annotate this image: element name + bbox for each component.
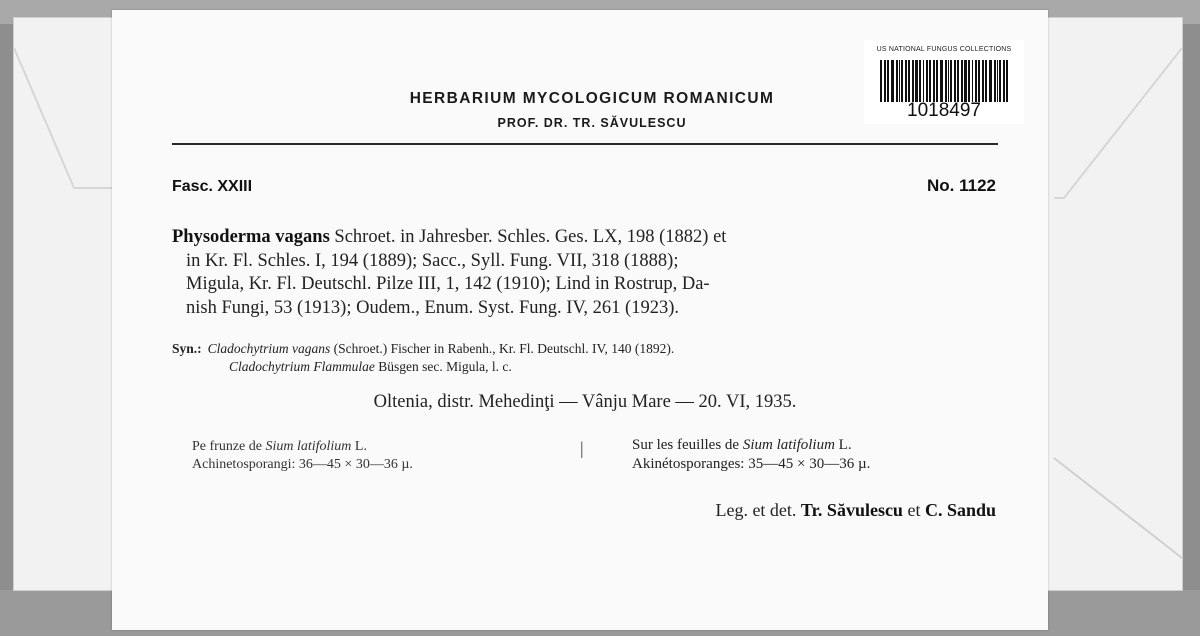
barcode-bar bbox=[982, 60, 984, 102]
barcode-bar bbox=[923, 60, 924, 102]
herbarium-title: HERBARIUM MYCOLOGICUM ROMANICUM bbox=[409, 90, 775, 107]
column-divider: | bbox=[580, 438, 584, 458]
title-rule bbox=[172, 143, 998, 145]
collector-name-2: C. Sandu bbox=[924, 500, 996, 520]
synonyms-block bbox=[172, 340, 998, 376]
barcode-caption: US NATIONAL FUNGUS COLLECTIONS bbox=[876, 46, 1012, 53]
barcode-bar bbox=[940, 60, 943, 102]
herbarium-subtitle: PROF. DR. TR. SĂVULESCU bbox=[497, 116, 687, 130]
citation-line-4: nish Fungi, 53 (1913); Oudem., Enum. Syst. Fung. IV, 261 (1923). bbox=[186, 297, 680, 318]
barcode-bar bbox=[950, 60, 952, 102]
citation-line-3: Migula, Kr. Fl. Deutschl. Pilze III, 1, 142 (1910); Lind in Rostrup, Da- bbox=[186, 274, 710, 294]
barcode-bar bbox=[954, 60, 956, 102]
synonym-1-text: (Schroet.) Fischer in Rabenh., Kr. Fl. Deutschl. IV, 140 (1892). bbox=[330, 341, 675, 356]
french-description bbox=[632, 436, 994, 474]
barcode-bar bbox=[912, 60, 914, 102]
romanian-spores-line: Achinetosporangi: 36—45 × 30—36 µ. bbox=[192, 457, 413, 472]
barcode-bar bbox=[915, 60, 918, 102]
barcode-bar bbox=[999, 60, 1001, 102]
species-name: Physoderma vagans bbox=[172, 227, 330, 247]
citation-line-1-text: Schroet. in Jahresber. Schles. Ges. LX, 198 (1882) et bbox=[329, 227, 727, 247]
romanian-description bbox=[192, 438, 572, 474]
barcode-bar bbox=[994, 60, 996, 102]
barcode-bar bbox=[1006, 60, 1008, 102]
synonym-1-name: Cladochytrium vagans bbox=[207, 341, 331, 356]
barcode-bar bbox=[985, 60, 987, 102]
barcode-bar bbox=[989, 60, 992, 102]
barcode-bar bbox=[945, 60, 947, 102]
french-host-suffix: L. bbox=[834, 437, 852, 453]
french-host-line bbox=[632, 436, 994, 455]
barcode-bar bbox=[997, 60, 998, 102]
barcode-bar bbox=[968, 60, 970, 102]
romanian-host-name: Sium latifolium bbox=[265, 439, 352, 454]
collector-prefix: Leg. et det. bbox=[715, 500, 801, 520]
collector-line bbox=[562, 500, 996, 521]
french-spores-line: Akinétosporanges: 35—45 × 30—36 µ. bbox=[632, 456, 871, 472]
barcode-bar bbox=[948, 60, 949, 102]
french-host-name: Sium latifolium bbox=[742, 437, 835, 453]
fascicle-label: Fasc. XXIII bbox=[172, 178, 253, 195]
specimen-number: No. 1122 bbox=[927, 176, 996, 195]
herbarium-label bbox=[112, 10, 1048, 630]
citation-line-2: in Kr. Fl. Schles. I, 194 (1889); Sacc., Syll. Fung. VII, 318 (1888); bbox=[186, 250, 679, 271]
species-citation bbox=[172, 226, 998, 320]
romanian-host-suffix: L. bbox=[351, 439, 367, 454]
barcode-bar bbox=[975, 60, 977, 102]
barcode-bar bbox=[926, 60, 928, 102]
french-host-prefix: Sur les feuilles de bbox=[632, 437, 743, 453]
collection-locality: Oltenia, distr. Mehedinţi — Vânju Mare — 20. VI, 1935. bbox=[373, 392, 797, 412]
barcode-bar bbox=[957, 60, 959, 102]
barcode-label bbox=[864, 40, 1024, 124]
barcode-bar bbox=[964, 60, 967, 102]
synonym-line-2 bbox=[172, 358, 998, 376]
citation-line-1 bbox=[172, 226, 998, 250]
synonym-2-name: Cladochytrium Flammulae bbox=[229, 359, 375, 374]
synonym-line-1 bbox=[172, 341, 674, 356]
romanian-host-prefix: Pe frunze de bbox=[192, 439, 266, 454]
barcode-bar bbox=[978, 60, 980, 102]
barcode-bar bbox=[929, 60, 931, 102]
barcode-number: 1018497 bbox=[907, 100, 981, 121]
collector-joiner: et bbox=[902, 500, 925, 520]
barcode-bar bbox=[972, 60, 973, 102]
barcode-bar bbox=[919, 60, 921, 102]
barcode-bar bbox=[933, 60, 935, 102]
collector-name-1: Tr. Săvulescu bbox=[800, 500, 903, 520]
synonym-2-text: Büsgen sec. Migula, l. c. bbox=[374, 359, 512, 374]
barcode-bar bbox=[936, 60, 938, 102]
synonyms-label: Syn.: bbox=[172, 341, 202, 356]
romanian-host-line bbox=[192, 438, 572, 456]
barcode-bar bbox=[1003, 60, 1005, 102]
barcode-bar bbox=[961, 60, 963, 102]
